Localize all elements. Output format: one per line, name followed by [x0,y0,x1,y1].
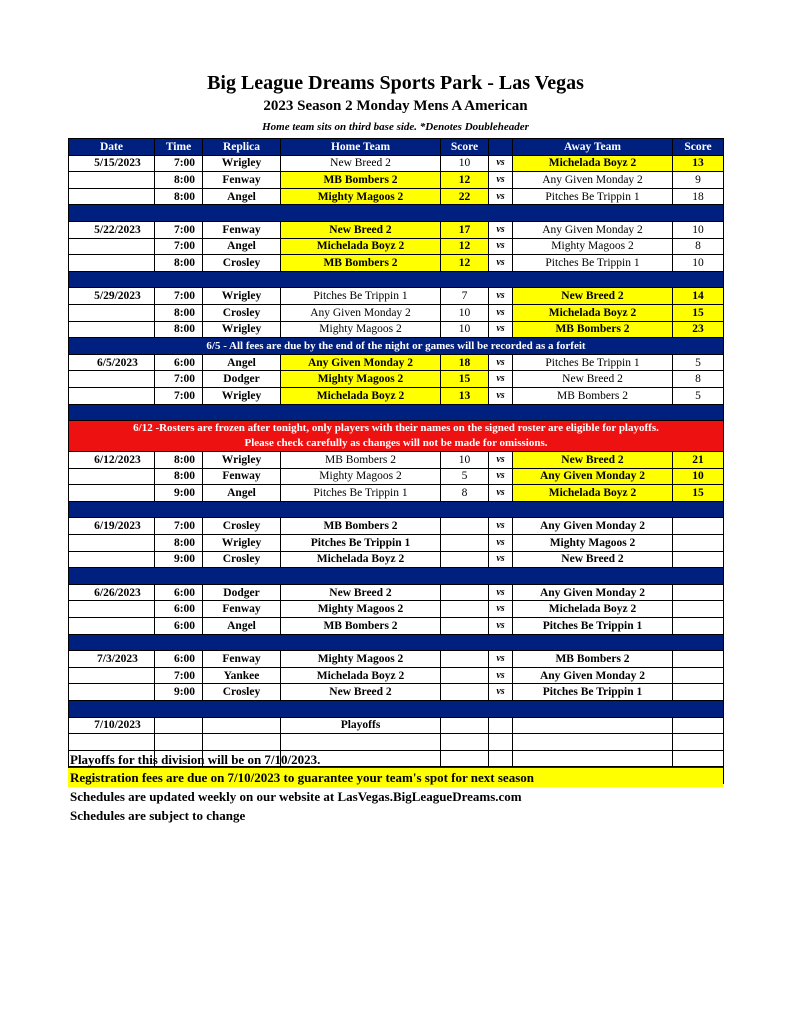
footer-playoffs-note: Playoffs for this division will be on 7/10/2023. [70,752,321,767]
footer-website-note: Schedules are updated weekly on our website at LasVegas.BigLeagueDreams.com [70,789,522,804]
table-row [69,288,724,305]
home-score: 18 [441,354,489,371]
game-replica-field: Fenway [203,221,281,238]
home-score: 7 [441,288,489,305]
home-team: MB Bombers 2 [281,518,441,535]
game-time: 9:00 [155,551,203,568]
separator-row [69,501,724,518]
separator-cell [69,271,724,288]
game-date: 7/10/2023 [69,717,155,734]
vs-label: vs [489,468,513,485]
table-row [69,684,724,701]
table-row [69,468,724,485]
away-team: Mighty Magoos 2 [513,238,673,255]
away-score: 10 [673,255,724,272]
game-date [69,468,155,485]
away-team: Michelada Boyz 2 [513,601,673,618]
table-row [69,535,724,552]
home-team: New Breed 2 [281,221,441,238]
away-score: 13 [673,155,724,172]
separator-cell [69,701,724,718]
home-score: 10 [441,452,489,469]
game-time: 6:00 [155,354,203,371]
table-row [69,304,724,321]
col-header-time: Time [155,139,203,156]
vs-label: vs [489,221,513,238]
home-score: 22 [441,188,489,205]
home-score [441,667,489,684]
vs-label: vs [489,172,513,189]
away-score: 18 [673,188,724,205]
game-time: 9:00 [155,684,203,701]
separator-row [69,701,724,718]
home-score: 10 [441,304,489,321]
home-team: MB Bombers 2 [281,452,441,469]
vs-label: vs [489,684,513,701]
away-team: Pitches Be Trippin 1 [513,255,673,272]
home-score: 12 [441,172,489,189]
away-score: 9 [673,172,724,189]
away-score: 10 [673,221,724,238]
separator-cell [69,404,724,421]
away-score: 8 [673,238,724,255]
game-date: 6/26/2023 [69,584,155,601]
game-time: 6:00 [155,584,203,601]
vs-label: vs [489,584,513,601]
separator-cell [69,634,724,651]
table-row [69,551,724,568]
game-replica-field: Fenway [203,468,281,485]
home-score [441,601,489,618]
vs-label: vs [489,354,513,371]
alert-banner-row [69,421,724,452]
schedule-note: Home team sits on third base side. *Denotes Doubleheader [262,121,529,133]
game-date [69,485,155,502]
table-header-row [69,139,724,156]
away-team: Michelada Boyz 2 [513,304,673,321]
home-team: Mighty Magoos 2 [281,188,441,205]
game-date: 6/5/2023 [69,354,155,371]
home-score: 12 [441,255,489,272]
home-score: 17 [441,221,489,238]
game-replica-field: Angel [203,485,281,502]
vs-label: vs [489,288,513,305]
vs-label: vs [489,485,513,502]
alert-line-2: Please check carefully as changes will not be made for omissions. [244,437,548,450]
away-score [673,518,724,535]
away-score [673,651,724,668]
vs-label [489,717,513,734]
separator-row [69,271,724,288]
game-replica-field: Angel [203,354,281,371]
game-date: 5/22/2023 [69,221,155,238]
away-team: New Breed 2 [513,371,673,388]
away-score: 5 [673,387,724,404]
vs-label: vs [489,304,513,321]
away-team [513,734,673,751]
away-team: Michelada Boyz 2 [513,155,673,172]
game-replica-field: Fenway [203,601,281,618]
game-replica-field: Yankee [203,667,281,684]
game-date: 7/3/2023 [69,651,155,668]
away-team: Pitches Be Trippin 1 [513,188,673,205]
game-replica-field: Dodger [203,371,281,388]
game-date [69,371,155,388]
game-time: 7:00 [155,387,203,404]
game-date [69,601,155,618]
away-team: Pitches Be Trippin 1 [513,354,673,371]
home-team: New Breed 2 [281,155,441,172]
home-score [441,551,489,568]
away-score [673,684,724,701]
separator-row [69,404,724,421]
game-time: 7:00 [155,667,203,684]
separator-cell [69,205,724,222]
separator-cell [69,501,724,518]
home-score: 15 [441,371,489,388]
away-team: MB Bombers 2 [513,387,673,404]
home-team: Michelada Boyz 2 [281,551,441,568]
vs-label [489,734,513,751]
separator-row [69,634,724,651]
home-score [441,651,489,668]
home-score: 5 [441,468,489,485]
table-row [69,221,724,238]
game-date [69,618,155,635]
game-replica-field: Wrigley [203,387,281,404]
game-replica-field [203,717,281,734]
vs-label: vs [489,518,513,535]
away-score: 14 [673,288,724,305]
home-score: 13 [441,387,489,404]
away-team: MB Bombers 2 [513,651,673,668]
col-header-home-score: Score [441,139,489,156]
away-team: Any Given Monday 2 [513,667,673,684]
away-score [673,618,724,635]
table-row [69,518,724,535]
separator-row [69,205,724,222]
home-score [441,717,489,734]
page-title: Big League Dreams Sports Park - Las Vegas [207,72,584,94]
home-score [441,584,489,601]
vs-label: vs [489,188,513,205]
away-score: 10 [673,468,724,485]
game-replica-field: Crosley [203,255,281,272]
home-team: Any Given Monday 2 [281,354,441,371]
table-row [69,172,724,189]
away-score [673,584,724,601]
game-date [69,734,155,751]
game-time: 8:00 [155,452,203,469]
away-team: Any Given Monday 2 [513,468,673,485]
col-header-away-score: Score [673,139,724,156]
separator-cell [69,568,724,585]
away-team: Any Given Monday 2 [513,518,673,535]
col-header-away-team: Away Team [513,139,673,156]
game-time: 6:00 [155,601,203,618]
away-team: New Breed 2 [513,288,673,305]
home-score [441,535,489,552]
away-team [513,717,673,734]
table-row [69,485,724,502]
away-team: Any Given Monday 2 [513,221,673,238]
home-score [441,684,489,701]
game-date [69,255,155,272]
away-score [673,717,724,734]
table-row [69,387,724,404]
game-date: 6/12/2023 [69,452,155,469]
home-team: Mighty Magoos 2 [281,651,441,668]
game-replica-field [203,734,281,751]
game-time: 7:00 [155,238,203,255]
home-score [441,618,489,635]
game-time: 7:00 [155,371,203,388]
away-score: 23 [673,321,724,338]
vs-label: vs [489,387,513,404]
game-time: 8:00 [155,304,203,321]
game-date [69,684,155,701]
separator-row [69,568,724,585]
table-row [69,452,724,469]
game-time: 6:00 [155,618,203,635]
game-time: 9:00 [155,485,203,502]
away-score [673,667,724,684]
home-team: Michelada Boyz 2 [281,667,441,684]
game-time: 7:00 [155,288,203,305]
game-date: 5/15/2023 [69,155,155,172]
away-score [673,601,724,618]
game-replica-field: Wrigley [203,452,281,469]
game-date [69,667,155,684]
away-team: Any Given Monday 2 [513,584,673,601]
home-team: Pitches Be Trippin 1 [281,288,441,305]
game-time [155,734,203,751]
game-time: 8:00 [155,255,203,272]
game-date [69,535,155,552]
home-score: 12 [441,238,489,255]
game-replica-field: Angel [203,238,281,255]
game-replica-field: Fenway [203,172,281,189]
notice-banner-row [69,338,724,355]
vs-label: vs [489,321,513,338]
away-team: New Breed 2 [513,551,673,568]
footer-registration-note: Registration fees are due on 7/10/2023 to guarantee your team's spot for next season [68,768,723,787]
table-row [69,321,724,338]
table-row [69,238,724,255]
game-date [69,188,155,205]
game-replica-field: Fenway [203,651,281,668]
home-team: MB Bombers 2 [281,618,441,635]
table-row [69,601,724,618]
vs-label: vs [489,651,513,668]
alert-line-1: 6/12 -Rosters are frozen after tonight, only players with their names on the signed roster are eligible for playoffs. [133,422,659,435]
away-team: Michelada Boyz 2 [513,485,673,502]
table-row [69,255,724,272]
home-team: Pitches Be Trippin 1 [281,485,441,502]
vs-label: vs [489,155,513,172]
home-score [441,734,489,751]
away-score: 8 [673,371,724,388]
vs-label: vs [489,535,513,552]
game-replica-field: Dodger [203,584,281,601]
home-score: 10 [441,155,489,172]
game-time [155,717,203,734]
table-row [69,618,724,635]
away-team: Pitches Be Trippin 1 [513,684,673,701]
game-replica-field: Wrigley [203,535,281,552]
vs-label: vs [489,618,513,635]
home-team: Any Given Monday 2 [281,304,441,321]
game-replica-field: Angel [203,188,281,205]
game-replica-field: Wrigley [203,321,281,338]
home-team: New Breed 2 [281,584,441,601]
game-date: 5/29/2023 [69,288,155,305]
home-team: MB Bombers 2 [281,255,441,272]
game-time: 8:00 [155,468,203,485]
game-date: 6/19/2023 [69,518,155,535]
col-header-home-team: Home Team [281,139,441,156]
away-score [673,734,724,751]
home-score [441,518,489,535]
home-team: Mighty Magoos 2 [281,321,441,338]
table-row [69,667,724,684]
game-replica-field: Crosley [203,551,281,568]
game-time: 8:00 [155,321,203,338]
game-replica-field: Angel [203,618,281,635]
table-row [69,717,724,734]
away-score [673,535,724,552]
home-team: Michelada Boyz 2 [281,238,441,255]
game-time: 6:00 [155,651,203,668]
away-team: Any Given Monday 2 [513,172,673,189]
home-team: Michelada Boyz 2 [281,387,441,404]
away-score: 15 [673,304,724,321]
vs-label: vs [489,601,513,618]
col-header-date: Date [69,139,155,156]
table-row [69,188,724,205]
game-date [69,321,155,338]
game-time: 7:00 [155,155,203,172]
away-team: Mighty Magoos 2 [513,535,673,552]
game-time: 8:00 [155,172,203,189]
game-replica-field: Crosley [203,518,281,535]
game-replica-field: Crosley [203,684,281,701]
vs-label: vs [489,452,513,469]
game-replica-field: Wrigley [203,155,281,172]
away-team: MB Bombers 2 [513,321,673,338]
home-team: MB Bombers 2 [281,172,441,189]
home-score: 8 [441,485,489,502]
table-row [69,354,724,371]
game-replica-field: Crosley [203,304,281,321]
away-team: Pitches Be Trippin 1 [513,618,673,635]
home-team: Mighty Magoos 2 [281,601,441,618]
away-score [673,551,724,568]
vs-label: vs [489,255,513,272]
game-time: 8:00 [155,188,203,205]
away-score: 5 [673,354,724,371]
page-subtitle: 2023 Season 2 Monday Mens A American [263,98,528,114]
notice-banner: 6/5 - All fees are due by the end of the night or games will be recorded as a forfeit [69,338,724,355]
game-time: 7:00 [155,518,203,535]
col-header-vs [489,139,513,156]
home-team: Mighty Magoos 2 [281,371,441,388]
footer-change-note: Schedules are subject to change [70,808,246,823]
vs-label: vs [489,551,513,568]
game-date [69,238,155,255]
home-team: Playoffs [281,717,441,734]
home-team [281,734,441,751]
vs-label: vs [489,371,513,388]
table-row [69,584,724,601]
table-row [69,734,724,751]
away-score: 15 [673,485,724,502]
table-row [69,651,724,668]
vs-label: vs [489,667,513,684]
game-date [69,304,155,321]
col-header-replica: Replica [203,139,281,156]
table-row [69,371,724,388]
away-team: New Breed 2 [513,452,673,469]
home-team: Pitches Be Trippin 1 [281,535,441,552]
home-score: 10 [441,321,489,338]
alert-banner [69,421,724,452]
game-time: 8:00 [155,535,203,552]
schedule-table [68,138,724,784]
table-row [69,155,724,172]
home-team: New Breed 2 [281,684,441,701]
game-time: 7:00 [155,221,203,238]
away-score: 21 [673,452,724,469]
game-replica-field: Wrigley [203,288,281,305]
game-date [69,387,155,404]
home-team: Mighty Magoos 2 [281,468,441,485]
vs-label: vs [489,238,513,255]
game-date [69,172,155,189]
game-date [69,551,155,568]
